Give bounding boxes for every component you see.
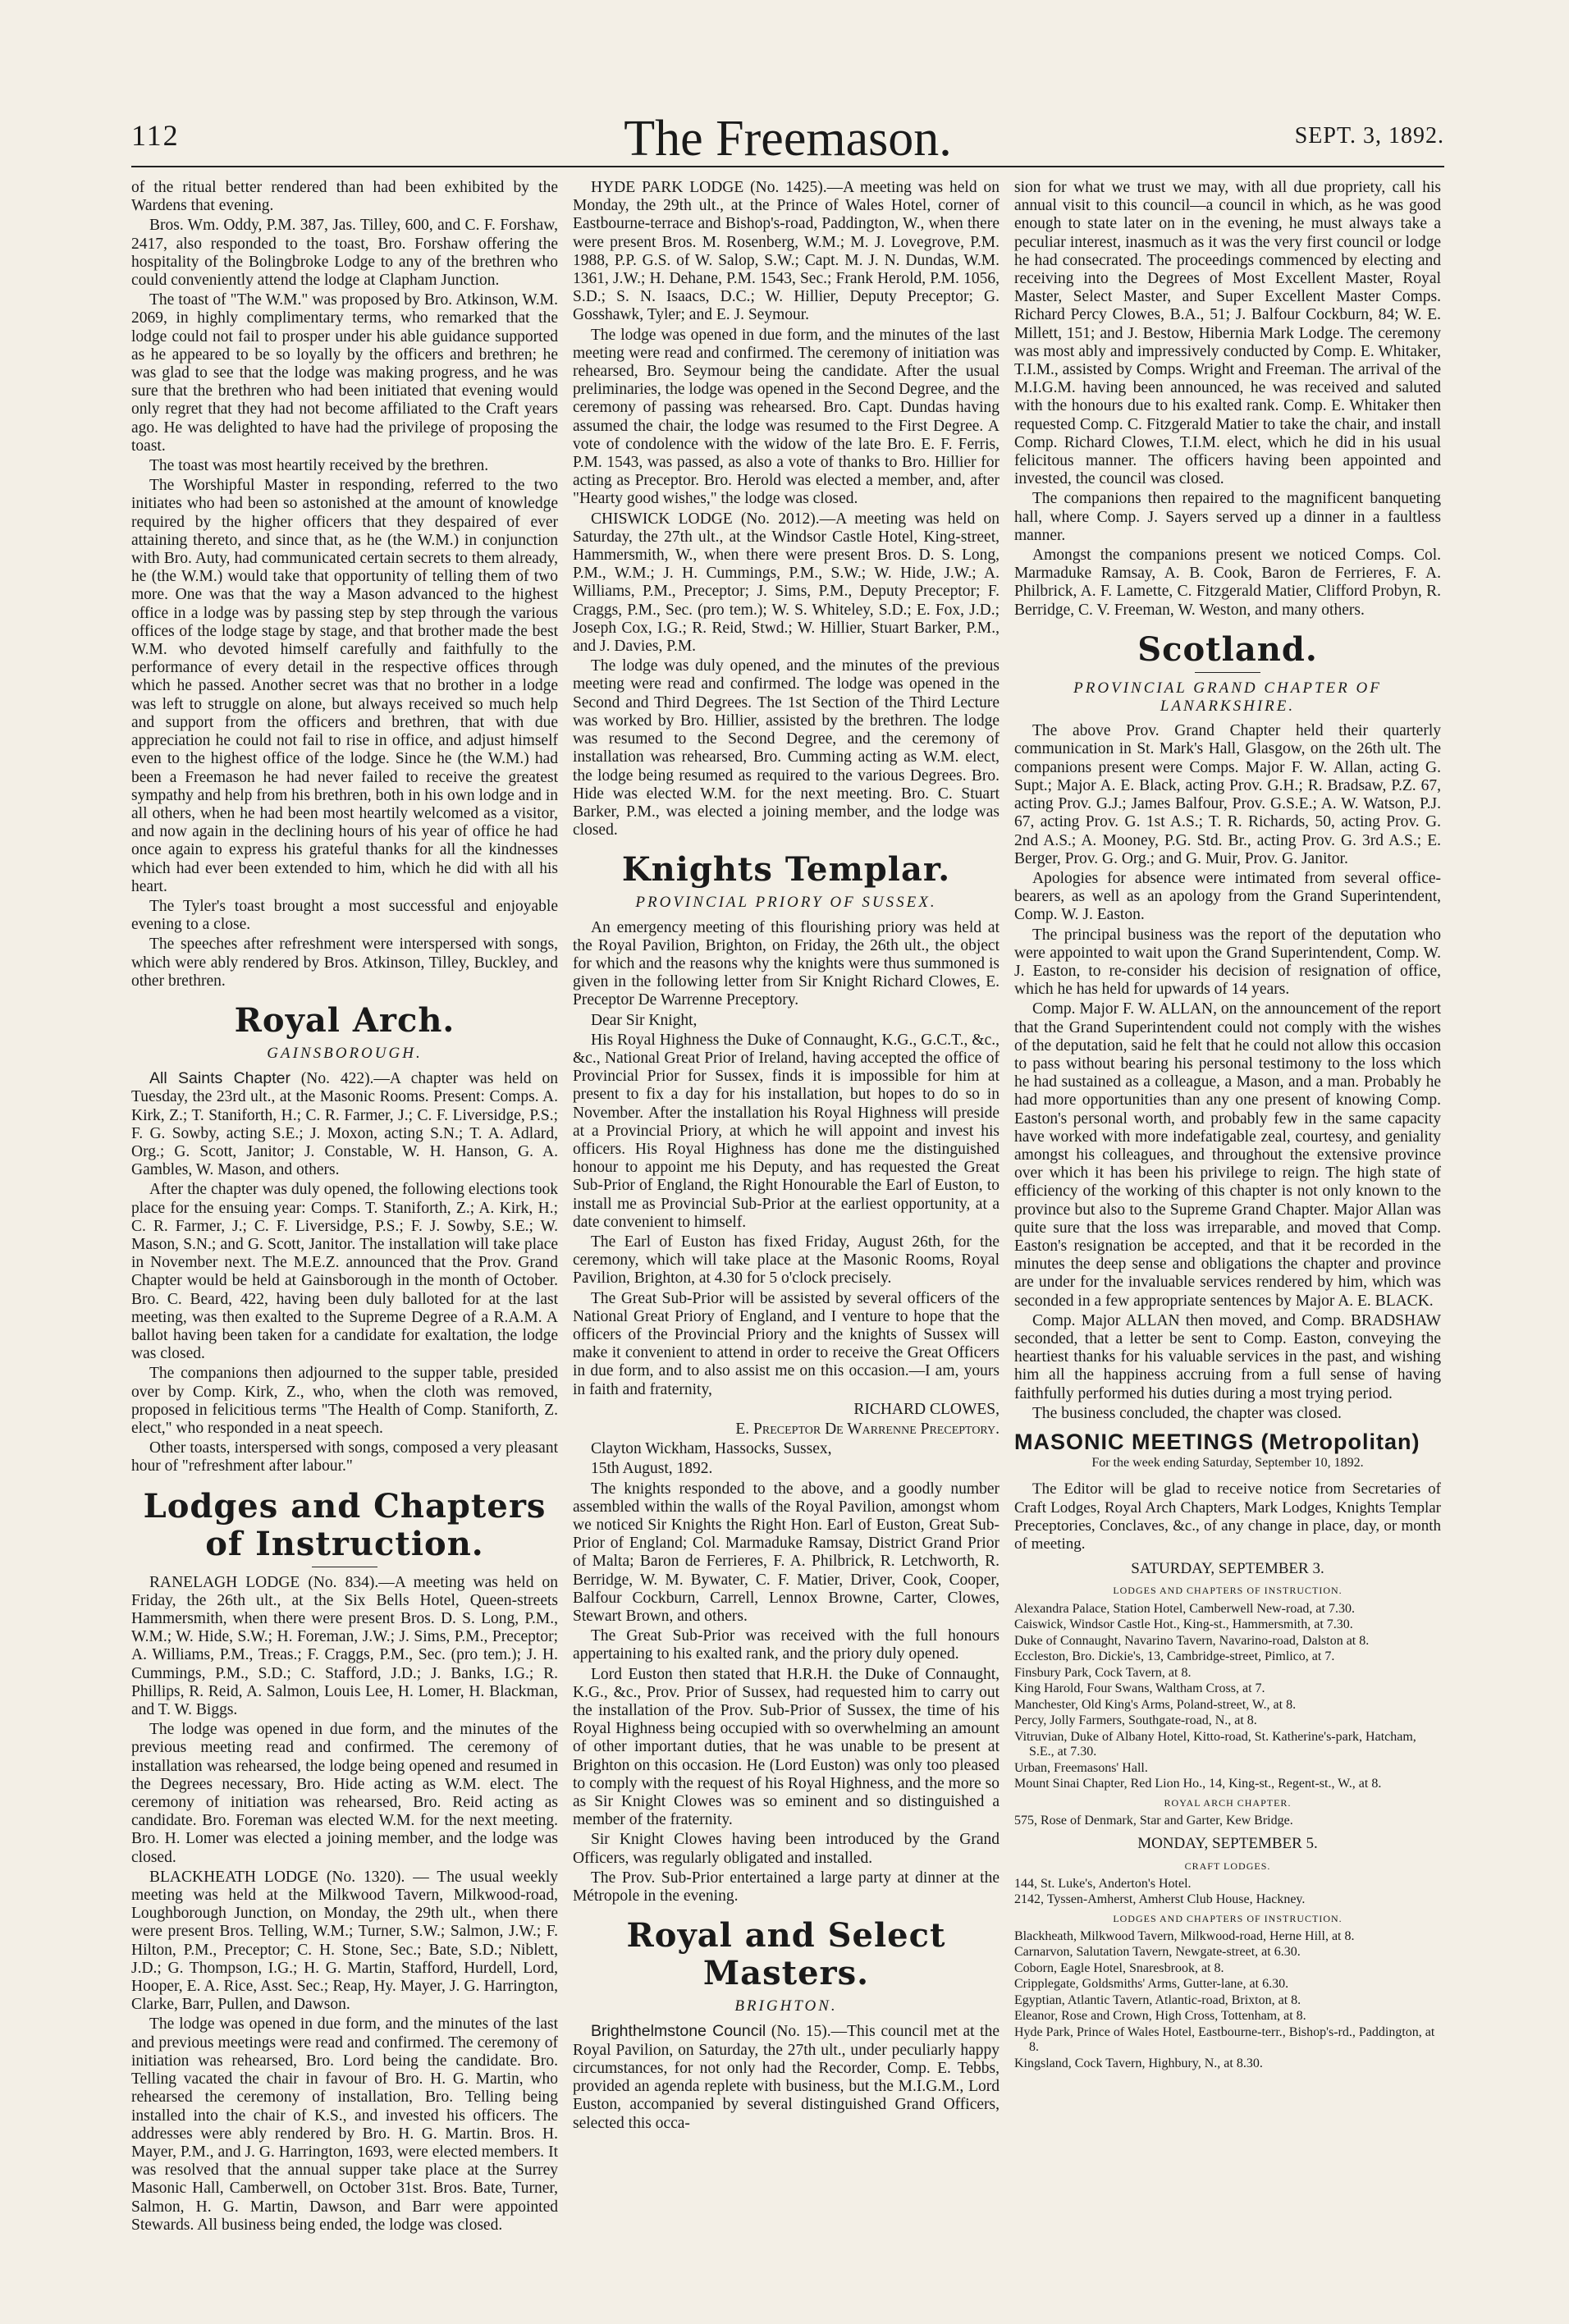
- paragraph: The speeches after refreshment were interspersed with songs, which were ably rendered by Bros. Atkinson, Tilley, Buckley, and other brethren.: [131, 936, 558, 990]
- page-number: 112: [131, 119, 180, 152]
- masthead: [131, 113, 1444, 167]
- paragraph: The toast was most heartily received by the brethren.: [149, 457, 489, 475]
- meeting-entry: Mount Sinai Chapter, Red Lion Ho., 14, King-st., Regent-st., W., at 8.: [1014, 1777, 1382, 1791]
- publication-title: The Freemason.: [624, 111, 952, 167]
- meeting-entry: Cripplegate, Goldsmiths' Arms, Gutter-lane, at 6.30.: [1014, 1977, 1289, 1992]
- paragraph: The knights responded to the above, and a goodly number assembled within the walls of the Royal Pavilion, amongst whom we noticed Sir Knights the Right Hon. Earl of Euston, Great Sub-Prior of England; Col. Marmaduke Ramsay, District Grand Prior of Malta; Baron de Ferrieres, F. A. Philbrick, R. Letchworth, R. Berridge, W. M. Bywater, C. F. Matier, Driver, Cook, Cooper, Balfour Cockburn, Carrell, Lennox Browne, Carter, Clowes, Stewart Brown, and others.: [573, 1480, 999, 1626]
- paragraph: BLACKHEATH LODGE (No. 1320). — The usual weekly meeting was held at the Milkwood Tavern, Milkwood-road, Loughborough Junction, on Monday, the 29th ult., when there were present Bros. Telling, W.M.; Turner, S.W.; Salmon, J.W.; F. Hilton, P.M., Preceptor; C. H. Stone, Sec.; Bate, S.D.; Niblett, J.D.; G. Thompson, I.G.; H. G. Martin, Stafford, Hurdell, Lord, Hooper, E. A. Rice, Asst. Sec.; Reap, Hy. Mayer, J. G. Harrington, Clarke, Barr, Pullen, and Dawson.: [131, 1868, 558, 2014]
- signature-line: RICHARD CLOWES,: [853, 1400, 999, 1418]
- paragraph-text: (No. 15).—This council met at the Royal Pavilion, on Saturday, the 27th ult., under peculiarly happy circumstances, for not only had the Recorder, Comp. E. Tebbs, provided an agenda replete with business, but the M.I.G.M., Lord Euston, accompanied by several distinguished Grand Officers, selected this occa-: [573, 2023, 999, 2132]
- meeting-entry: Urban, Freemasons' Hall.: [1014, 1760, 1148, 1775]
- paragraph: Other toasts, interspersed with songs, composed a very pleasant hour of "refreshment after labour.": [131, 1439, 558, 1475]
- meetings-note: The Editor will be glad to receive notice from Secretaries of Craft Lodges, Royal Arch Chapters, Mark Lodges, Knights Templar Preceptories, Conclaves, &c., of any change in place, day, or month of meeting.: [1014, 1480, 1441, 1553]
- paragraph: CHISWICK LODGE (No. 2012).—A meeting was held on Saturday, the 27th ult., at the Windsor Castle Hotel, King-street, Hammersmith, W., when there were present Bros. D. S. Long, P.M., W.M.; J. H. Cummings, P.M., S.W.; W. Hide, J.W.; A. Williams, P.M., Preceptor; J. Sims, P.M., Deputy Preceptor; F. Craggs, P.M., Sec. (pro tem.); W. S. Whiteley, S.D.; E. Fox, J.D.; Joseph Cox, I.G.; R. Reid, Stwd.; W. Hillier, Stuart Barker, P.M., and J. Davies, P.M.: [573, 510, 999, 656]
- paragraph: RANELAGH LODGE (No. 834).—A meeting was held on Friday, the 26th ult., at the Six Bells Hotel, Queen-streets Hammersmith, when there were present Bros. D. S. Long, P.M., W.M.; W. Hide, S.W.; H. Foreman, J.W.; J. Sims, P.M., Preceptor; A. Williams, P.M., Treas.; F. Craggs, P.M., Sec. (pro tem.); J. H. Cummings, P.M., S.D.; C. Stafford, J.D.; J. Banks, I.G.; R. Phillips, R. Reid, A. Salmon, Louis Lee, H. Lomer, H. Blackman, and T. W. Biggs.: [131, 1573, 558, 1719]
- paragraph: [573, 2022, 999, 2132]
- paragraph: Bros. Wm. Oddy, P.M. 387, Jas. Tilley, 600, and C. F. Forshaw, 2417, also responded to the toast, Bro. Forshaw offering the hospitality of the Bolingbroke Lodge to any of the brethren who could conveniently attend the lodge at Clapham Junction.: [131, 217, 558, 290]
- paragraph: His Royal Highness the Duke of Connaught, K.G., G.C.T., &c., &c., National Great Prior of Ireland, having accepted the office of Provincial Prior for Sussex, finds it is impossible for him at present to fix a day for his installation, but hopes to do so in November. After the installation his Royal Highness will preside at a Provincial Priory, at which he will appoint and invest his officers. His Royal Highness has done me the distinguished honour to appoint me his Deputy, and has requested the Great Sub-Prior of England, the Right Honourable the Earl of Euston, to install me as Provincial Sub-Prior at the earliest opportunity, at a date convenient to himself.: [573, 1031, 999, 1231]
- paragraph: HYDE PARK LODGE (No. 1425).—A meeting was held on Monday, the 29th ult., at the Prince of Wales Hotel, corner of Eastbourne-terrace and Bishop's-road, Paddington, W., when there were present Bros. M. Rosenberg, W.M.; M. J. Lovegrove, P.M. 1988, P.P. G.S. of W. Salop, S.W.; Capt. M. J. N. Dundas, W.M. 1361, J.W.; H. Dehane, P.M. 1543, Sec.; Frank Herold, P.M. 1056, S.D.; S. N. Isaacs, D.C.; W. Hillier, Deputy Preceptor; G. Gosshawk, Tyler; and E. J. Seymour.: [573, 179, 999, 324]
- section-heading-royal-select-masters: Royal and Select Masters.: [626, 1916, 946, 1993]
- paragraph-text: (No. 422).—A chapter was held on Tuesday, the 23rd ult., at the Masonic Rooms. Present: Comps. A. Kirk, Z.; T. Staniforth, H.; C. R. Farmer, J.; C. F. Liversidge, P.S.; F. G. Sowby, acting S.E.; J. Moxon, acting S.N.; T. A. Adlard, Org.; G. Scott, Janitor; J. Constable, W. H. Hanson, G. A. Gambles, W. Mason, and others.: [131, 1070, 558, 1179]
- meeting-entry: Duke of Connaught, Navarino Tavern, Navarino-road, Dalston at 8.: [1014, 1633, 1370, 1648]
- paragraph: The Great Sub-Prior will be assisted by several officers of the National Great Priory of England, and I venture to hope that the officers of the Provincial Priory and the knights of Sussex will make it convenient to attend in order to receive the Great Officers in due form, and to also assist me on this occasion.—I am, yours in faith and fraternity,: [573, 1289, 999, 1398]
- meetings-title: MASONIC MEETINGS (Metropolitan): [1014, 1430, 1420, 1454]
- meeting-category: LODGES AND CHAPTERS OF INSTRUCTION.: [1113, 1912, 1343, 1924]
- meeting-entry: Blackheath, Milkwood Tavern, Milkwood-road, Herne Hill, at 8.: [1014, 1928, 1355, 1943]
- paragraph: Apologies for absence were intimated from several office-bearers, as well as an apology from the Grand Superintendent, Comp. W. J. Easton.: [1014, 869, 1441, 924]
- meeting-entry: 575, Rose of Denmark, Star and Garter, Kew Bridge.: [1014, 1813, 1293, 1828]
- paragraph: [131, 1069, 558, 1179]
- column-2: [573, 179, 999, 2280]
- paragraph: The lodge was opened in due form, and the minutes of the last meeting were read and confirmed. The ceremony of initiation was rehearsed, Bro. Seymour being the candidate. After the usual preliminaries, the lodge was opened in the Second Degree, and the ceremony of passing was rehearsed. Bro. Capt. Dundas having assumed the chair, the lodge was resumed to the First Degree. A vote of condolence with the widow of the late Bro. E. F. Ferris, P.M. 1543, was passed, as also a vote of thanks to Bro. Hillier for acting as Preceptor. Bro. Herold was elected a member, and, after "Hearty good wishes," the lodge was closed.: [573, 326, 999, 508]
- paragraph: The Worshipful Master in responding, referred to the two initiates who had been so astonished at the amount of knowledge required by the higher officers that they despaired of ever attaining thereto, and since that, as he (the W.M.) in conjunction with Bro. Auty, had communicated certain secrets to them already, he (the W.M.) would take that opportunity of telling them of two more. One was that the way a Mason advanced to the highest office in a lodge was by passing step by step through the various offices of the lodge stage by stage, and that brother made the best W.M. who devoted himself carefully and faithfully to the performance of every detail in the respective offices through which he passed. Another secret was that no brother in a lodge was left to struggle on alone, but always received so much help and support from the officers and brethren, that with due appreciation he could not fail to rise in office, and adjust himself even to the highest office of the lodge. Since he (the W.M.) had been a Freemason he had never failed to receive the greatest sympathy and help from his brethren, both in his own lodge and in all others, when he had been most heartily welcomed as a visitor, and now again in the declining hours of his year of office he had once again to express his grateful thanks for all the kindnesses which had ever been extended to him, which he did with all his heart.: [131, 477, 558, 895]
- paragraph: Sir Knight Clowes having been introduced by the Grand Officers, was regularly obligated and installed.: [573, 1831, 999, 1867]
- address-line: Clayton Wickham, Hassocks, Sussex,: [591, 1440, 832, 1458]
- meeting-entry: Manchester, Old King's Arms, Poland-street, W., at 8.: [1014, 1697, 1297, 1712]
- paragraph: After the chapter was duly opened, the following elections took place for the ensuing year: Comps. T. Staniforth, Z.; A. Kirk, H.; C. R. Farmer, J.; C. F. Liversidge, P.S.; F. J. Sowby, S.E.; W. Mason, S.N.; and G. Scott, Janitor. The installation will take place in November next. The M.E.Z. announced that the Prov. Grand Chapter would be held at Gainsborough in the month of October. Bro. C. Beard, 422, having been duly balloted for at the last meeting, was then exalted to the Supreme Degree of a R.A.M. A ballot having been taken for a candidate for exaltation, the lodge was closed.: [131, 1181, 558, 1363]
- meeting-day-heading: SATURDAY, SEPTEMBER 3.: [1131, 1560, 1324, 1578]
- paragraph: Lord Euston then stated that H.R.H. the Duke of Connaught, K.G., &c., Prov. Prior of Sussex, had requested him to carry out the installation of the Prov. Sub-Prior of Sussex, the time of his Royal Highness being occupied with so overwhelming an amount of other important duties, that he was unable to be present at Brighton on this occasion. He (Lord Euston) was only too pleased to comply with the request of his Royal Highness, and the more so as Sir Knight Clowes was so eminent and so distinguished a member of the fraternity.: [573, 1665, 999, 1829]
- meeting-entry: 2142, Tyssen-Amherst, Amherst Club House, Hackney.: [1014, 1892, 1306, 1907]
- paragraph: of the ritual better rendered than had been exhibited by the Wardens that evening.: [131, 179, 558, 215]
- section-subheading: PROVINCIAL GRAND CHAPTER OF LANARKSHIRE.: [1073, 679, 1382, 716]
- date-line: 15th August, 1892.: [591, 1460, 713, 1478]
- meeting-category: ROYAL ARCH CHAPTER.: [1164, 1796, 1292, 1809]
- section-subheading: BRIGHTON.: [734, 1997, 838, 2015]
- paragraph: sion for what we trust we may, with all due propriety, call his annual visit to this council—a council in which, as he was good enough to state later on in the evening, he must always take a peculiar interest, inasmuch as it was the very first council or lodge he had consecrated. The proceedings commenced by electing and receiving into the Degrees of Most Excellent Master, Royal Master, Select Master, and Super Excellent Master Comps. Richard Percy Clowes, B.A., 51; J. Balfour Cockburn, 84; W. E. Millett, 151; and J. Bestow, Hibernia Mark Lodge. The ceremony was most ably and impressively conducted by Comp. E. Whitaker, T.I.M., assisted by Comps. Wright and Freeman. The arrival of the M.I.G.M. having been announced, he was received and saluted with the honours due to his exalted rank. Comp. E. Whitaker then requested Comp. C. Fitzgerald Matier to take the chair, and install Comp. Richard Clowes, T.I.M. elect, which he did in his usual felicitous manner. The officers having been appointed and invested, the council was closed.: [1014, 179, 1441, 488]
- meeting-entry: Egyptian, Atlantic Tavern, Atlantic-road, Brixton, at 8.: [1014, 1992, 1301, 2007]
- meeting-entry: Caiswick, Windsor Castle Hot., King-st., Hammersmith, at 7.30.: [1014, 1617, 1353, 1632]
- meeting-entry: King Harold, Four Swans, Waltham Cross, at 7.: [1014, 1681, 1265, 1696]
- divider: [1195, 672, 1260, 673]
- signature-line: E. Preceptor De Warrenne Preceptory.: [735, 1420, 999, 1438]
- meeting-entry: Coborn, Eagle Hotel, Snaresbrook, at 8.: [1014, 1960, 1224, 1975]
- meeting-day-heading: MONDAY, SEPTEMBER 5.: [1137, 1835, 1318, 1853]
- meeting-entry: Hyde Park, Prince of Wales Hotel, Eastbourne-terr., Bishop's-rd., Paddington, at 8.: [1014, 2024, 1435, 2055]
- paragraph: The Earl of Euston has fixed Friday, August 26th, for the ceremony, which will take place at the Masonic Rooms, Royal Pavilion, Brighton, at 4.30 for 5 o'clock precisely.: [573, 1233, 999, 1288]
- column-3: [1014, 179, 1441, 2280]
- paragraph: Amongst the companions present we noticed Comps. Col. Marmaduke Ramsay, A. B. Cook, Baron de Ferrieres, F. A. Philbrick, A. F. Lamette, C. Fitzgerald Matier, Clifford Probyn, R. Berridge, C. V. Freeman, W. Weston, and many others.: [1014, 547, 1441, 619]
- meeting-entry: Eccleston, Bro. Dickie's, 13, Cambridge-street, Pimlico, at 7.: [1014, 1649, 1335, 1664]
- lead-title: All Saints Chapter: [149, 1069, 290, 1088]
- paragraph: Comp. Major F. W. ALLAN, on the announcement of the report that the Grand Superintendent could not comply with the wishes of the deputation, said he felt that he could not allow this occasion to pass without bearing his personal testimony to the loss which he had sustained as a colleague, a Mason, and a man. Probably he had more opportunities than any one present of knowing Comp. Easton's personal worth, and probably few in the same capacity have worked with more indefatigable zeal, courtesy, and geniality amongst his colleagues, and throughout the extensive province over which it has been his privilege to reign. The high state of efficiency of the working of this chapter is not only known to the province but also to the Supreme Grand Chapter. Major Allan was quite sure that the loss was irreparable, and moved that Comp. Easton's resignation be accepted, and that it be recorded in the minutes the deep sense and obligations the chapter and province are under for the invaluable services rendered by him, which was seconded in a few appropriate sentences by Major A. E. BLACK.: [1014, 1000, 1441, 1310]
- meeting-entry: Eleanor, Rose and Crown, High Cross, Tottenham, at 8.: [1014, 2009, 1306, 2024]
- paragraph: The lodge was duly opened, and the minutes of the previous meeting were read and confirmed. The lodge was opened in the Second and Third Degrees. The 1st Section of the Third Lecture was worked by Bro. Hillier, assisted by the brethren. The lodge was resumed to the Second Degree, and the ceremony of installation was rehearsed, Bro. Cumming acting as W.M. elect, the lodge being resumed as required to the various Degrees. Bro. Hide was elected W.M. for the next meeting. Bro. C. Stuart Barker, P.M., was elected a joining member, and the lodge was closed.: [573, 657, 999, 839]
- meeting-category: LODGES AND CHAPTERS OF INSTRUCTION.: [1113, 1585, 1343, 1597]
- paragraph: The Great Sub-Prior was received with the full honours appertaining to his exalted rank, and the priory duly opened.: [573, 1627, 999, 1663]
- meeting-entry: Vitruvian, Duke of Albany Hotel, Kitto-road, St. Katherine's-park, Hatcham, S.E., at 7.30.: [1014, 1729, 1416, 1759]
- meeting-entry: Alexandra Palace, Station Hotel, Camberwell New-road, at 7.30.: [1014, 1601, 1355, 1616]
- meeting-entry: Carnarvon, Salutation Tavern, Newgate-street, at 6.30.: [1014, 1945, 1301, 1960]
- meeting-category: CRAFT LODGES.: [1184, 1860, 1271, 1872]
- paragraph: The lodge was opened in due form, and the minutes of the last and previous meetings were read and confirmed. The ceremony of initiation was rehearsed, Bro. Lord being the candidate. Bro. Telling vacated the chair in favour of Bro. H. G. Martin, who rehearsed the ceremony of installation, Bro. Telling being installed into the chair of K.S., and invested his officers. The addresses were ably rendered by Bro. H. G. Martin. Bros. H. Mayer, P.M., and J. G. Harrington, 1693, were elected members. It was resolved that the annual supper take place at the Surrey Masonic Hall, Camberwell, on October 31st. Bros. Bate, Turner, Salmon, H. G. Martin, Dawson, and Barr were appointed Stewards. All business being ended, the lodge was closed.: [131, 2015, 558, 2234]
- paragraph: The Tyler's toast brought a most successful and enjoyable evening to a close.: [131, 897, 558, 934]
- section-heading-royal-arch: Royal Arch.: [234, 1000, 455, 1040]
- issue-date: SEPT. 3, 1892.: [1294, 123, 1444, 149]
- section-subheading: GAINSBOROUGH.: [267, 1044, 423, 1062]
- paragraph: An emergency meeting of this flourishing priory was held at the Royal Pavilion, Brighton, on Friday, the 26th ult., the object for which and the reasons why the knights were thus summoned is given in the following letter from Sir Knight Richard Clowes, E. Preceptor De Warrenne Preceptory.: [573, 918, 999, 1009]
- meeting-entry: Kingsland, Cock Tavern, Highbury, N., at 8.30.: [1014, 2056, 1263, 2070]
- paragraph: The companions then repaired to the magnificent banqueting hall, where Comp. J. Sayers served up a dinner in a faultless manner.: [1014, 490, 1441, 544]
- paragraph: The business concluded, the chapter was closed.: [1032, 1404, 1342, 1422]
- paragraph: The above Prov. Grand Chapter held their quarterly communication in St. Mark's Hall, Glasgow, on the 26th ult. The companions present were Comps. Major F. W. Allan, acting G. Supt.; Major A. E. Black, acting Prov. G.H.; R. Bradsaw, P.Z. 67, acting Prov. G.J.; James Balfour, Prov. G.S.E.; A. W. Watson, P.J. 67, acting Prov. G. 1st A.S.; T. R. Richards, 50, acting Prov. G. 2nd A.S.; A. Mooney, P.G. Std. Br., acting Prov. G. 3rd A.S.; E. Berger, Prov. G. Org.; and G. Muir, Prov. G. Janitor.: [1014, 722, 1441, 867]
- column-1: [131, 179, 558, 2280]
- paragraph: The lodge was opened in due form, and the minutes of the previous meeting read and confirmed. The ceremony of installation was rehearsed, the lodge being opened and resumed in the Degrees necessary, Bro. Hide acting as W.M. elect. The ceremony of initiation was rehearsed, Bro. Reid acting as candidate. Bro. Foreman was elected W.M. for the next meeting. Bro. H. Lomer was elected a joining member, and the lodge was closed.: [131, 1721, 558, 1866]
- meeting-entry: 144, St. Luke's, Anderton's Hotel.: [1014, 1876, 1192, 1891]
- paragraph: The toast of "The W.M." was proposed by Bro. Atkinson, W.M. 2069, in highly complimentary terms, who remarked that the lodge could not fail to prosper under his able guidance supported as he appeared to be so loyally by the officers and brethren; he was glad to see that the lodge was making progress, and he was sure that the brethren who had been initiated that evening would only regret that they had not become affiliated to the Craft years ago. He was delighted to have had the privilege of proposing the toast.: [131, 291, 558, 455]
- meetings-week: For the week ending Saturday, September 10, 1892.: [1091, 1456, 1364, 1471]
- section-heading-lodges-of-instruction: Lodges and Chapters of Instruction.: [143, 1486, 547, 1563]
- paragraph: The companions then adjourned to the supper table, presided over by Comp. Kirk, Z., who, when the cloth was removed, proposed in felicitious terms "The Health of Comp. Staniforth, Z. elect," who responded in a neat speech.: [131, 1365, 558, 1437]
- paragraph: The Prov. Sub-Prior entertained a large party at dinner at the Métropole in the evening.: [573, 1869, 999, 1905]
- meeting-entry: Percy, Jolly Farmers, Southgate-road, N., at 8.: [1014, 1713, 1257, 1728]
- paragraph: The principal business was the report of the deputation who were appointed to wait upon the Grand Superintendent, Comp. W. J. Easton, to re-consider his decision of resignation of office, which he has held for upwards of 14 years.: [1014, 926, 1441, 999]
- section-subheading: PROVINCIAL PRIORY OF SUSSEX.: [635, 894, 937, 912]
- salutation: Dear Sir Knight,: [591, 1011, 698, 1029]
- section-heading-knights-templar: Knights Templar.: [621, 850, 951, 890]
- meeting-entry: Finsbury Park, Cock Tavern, at 8.: [1014, 1665, 1192, 1680]
- section-heading-scotland: Scotland.: [1137, 629, 1318, 669]
- paragraph: Comp. Major ALLAN then moved, and Comp. BRADSHAW seconded, that a letter be sent to Comp. Easton, conveying the heartiest thanks for his valuable services in the past, and wishing him all the happiness accruing from a full sense of having faithfully performed his duties during a most trying period.: [1014, 1311, 1441, 1402]
- lead-title: Brighthelmstone Council: [591, 2022, 766, 2041]
